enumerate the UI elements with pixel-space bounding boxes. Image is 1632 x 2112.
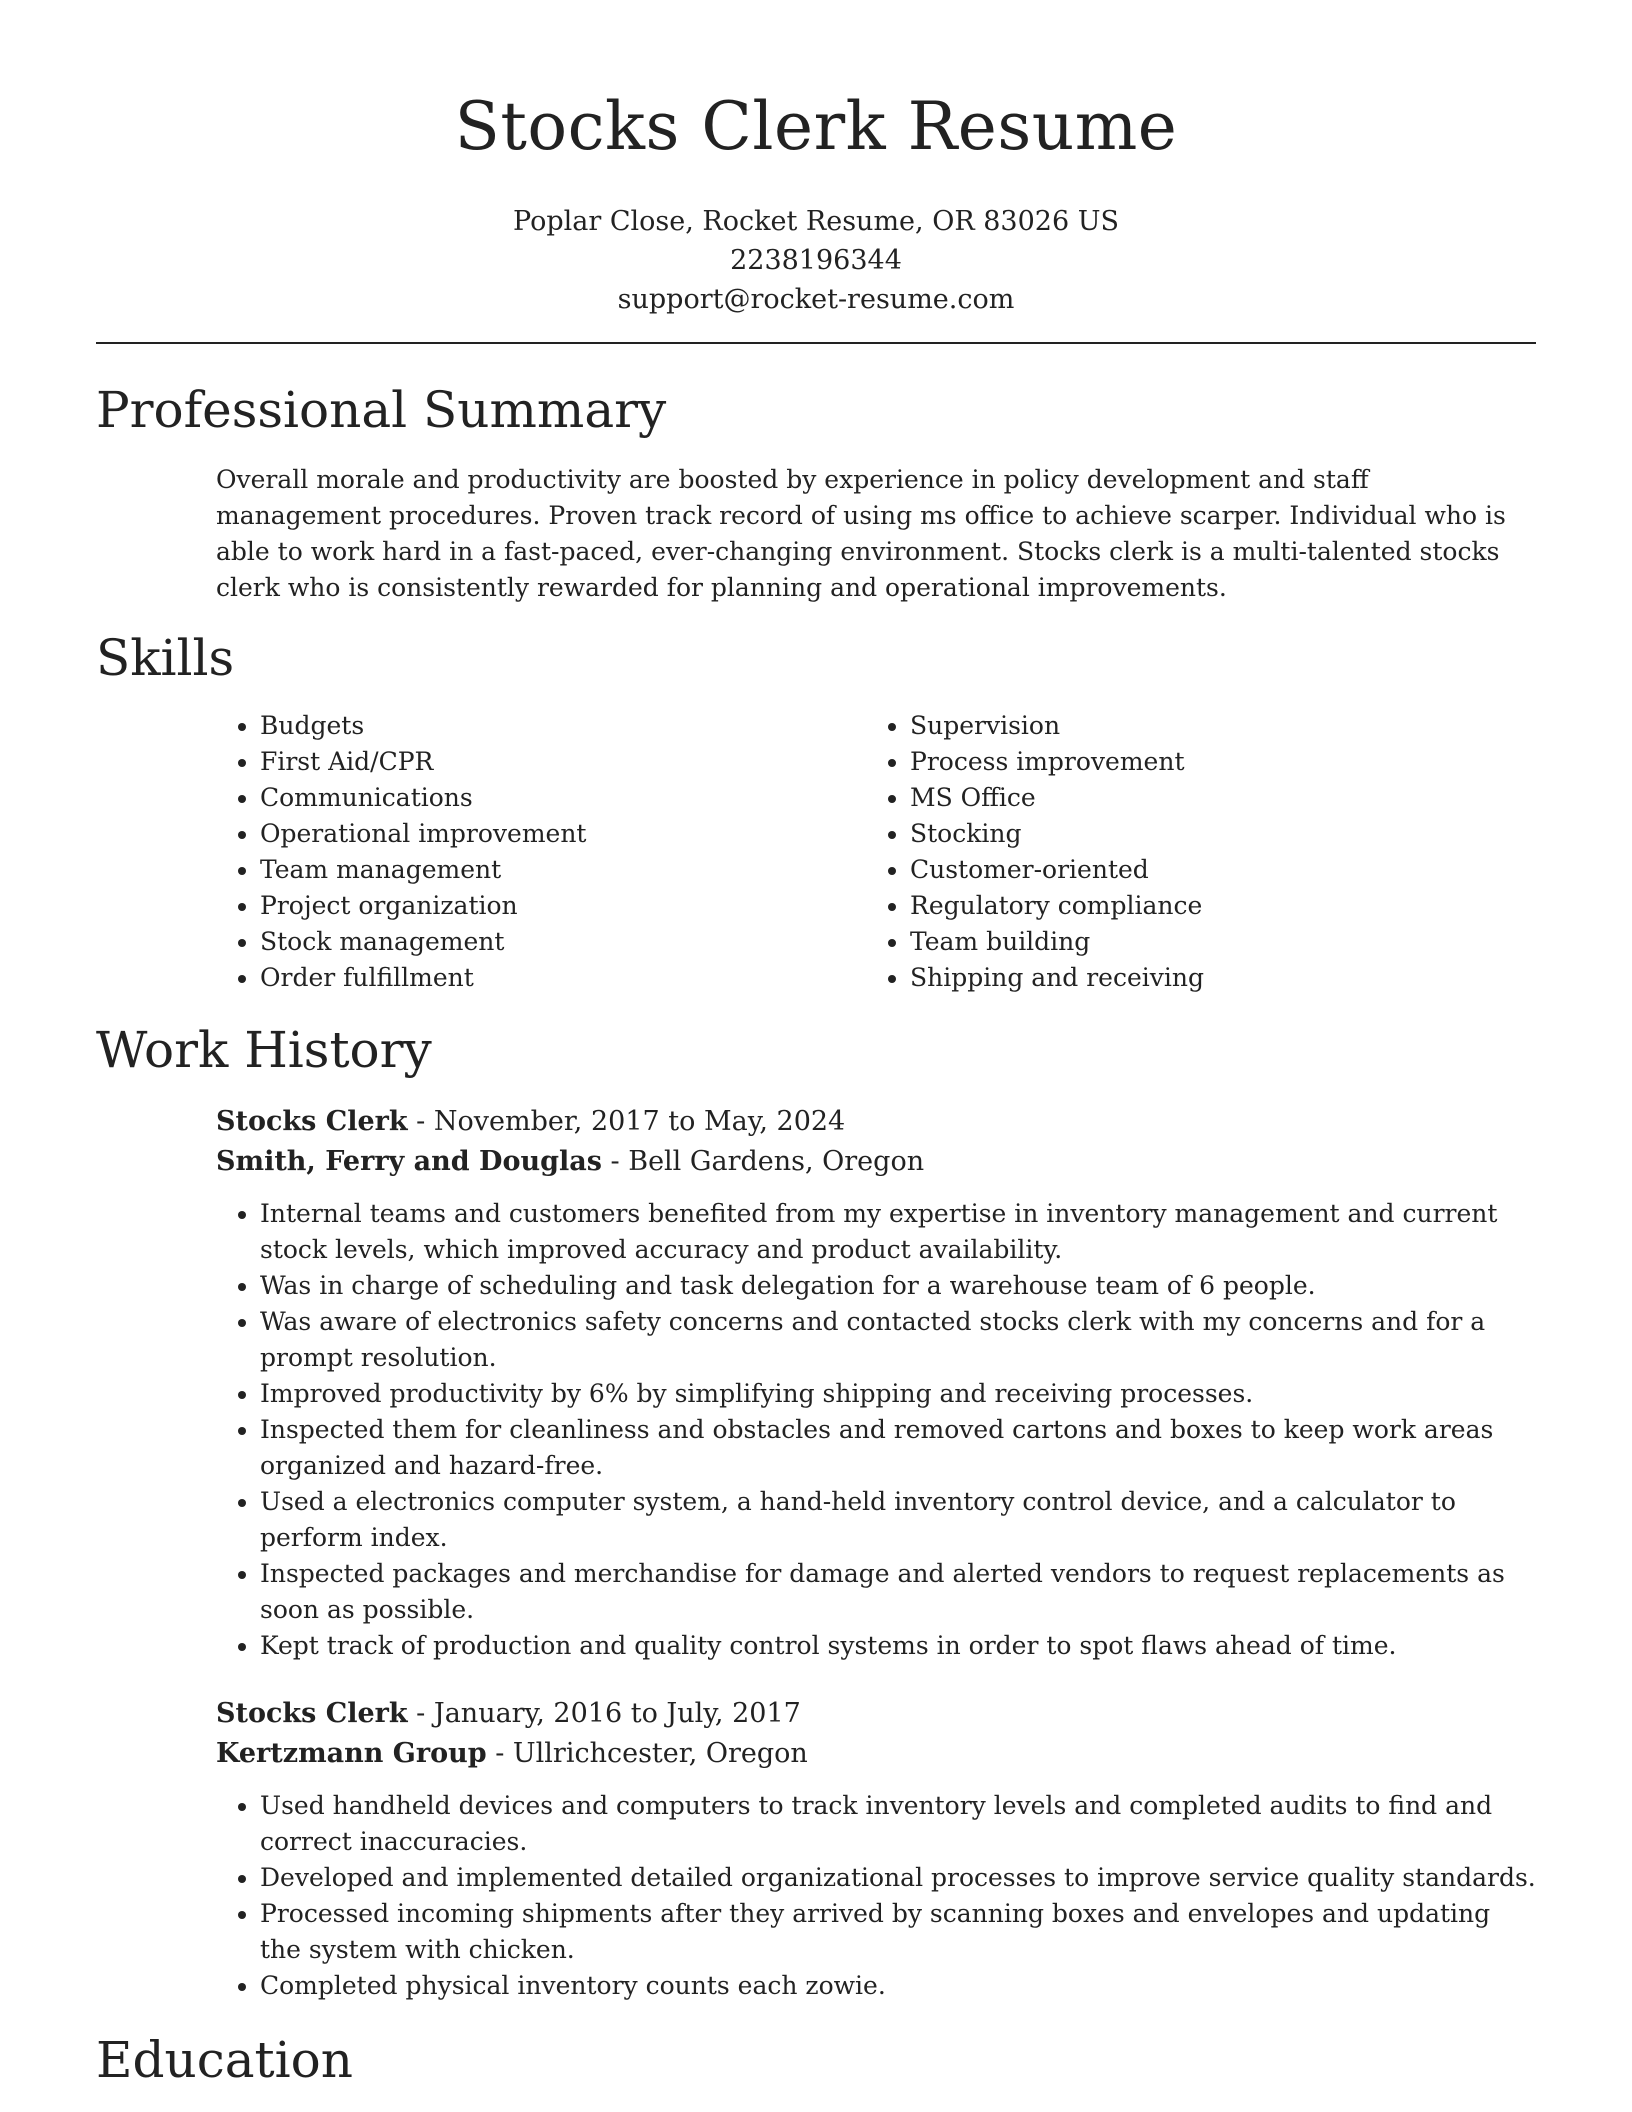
summary-section bbox=[96, 380, 1536, 606]
job-entry bbox=[216, 1694, 1536, 2004]
skill-item: • Supervision bbox=[910, 708, 1516, 744]
header-divider bbox=[96, 342, 1536, 344]
job-title: Stocks Clerk bbox=[216, 1106, 408, 1137]
work-history-section bbox=[96, 1020, 1536, 2004]
job-bullet: • Developed and implemented detailed organizational processes to improve service quality standards. bbox=[260, 1860, 1536, 1896]
phone: 2238196344 bbox=[730, 245, 902, 276]
skill-item: • Team management bbox=[260, 852, 866, 888]
job-bullet: • Kept track of production and quality control systems in order to spot flaws ahead of time. bbox=[260, 1628, 1536, 1664]
skill-item: • Budgets bbox=[260, 708, 866, 744]
skill-item: • Order fulfillment bbox=[260, 960, 866, 996]
summary-text: Overall morale and productivity are boosted by experience in policy development and staff management procedures. Proven track record of using ms office to achieve scarper. Individual who is able to work hard in a fast-paced, ever-changing environment. Stocks clerk is a multi-talented stocks clerk who is consistently rewarded for planning and operational improvements. bbox=[216, 465, 1506, 602]
address: Poplar Close, Rocket Resume, OR 83026 US bbox=[513, 206, 1119, 237]
job-bullet: • Was aware of electronics safety concerns and contacted stocks clerk with my concerns and for a prompt resolution. bbox=[260, 1304, 1536, 1376]
jobs-container bbox=[216, 1102, 1536, 2004]
job-bullets bbox=[96, 1788, 1536, 2004]
job-company-line bbox=[216, 1142, 1536, 1182]
job-location: - Bell Gardens, Oregon bbox=[601, 1146, 925, 1177]
job-entry bbox=[216, 1102, 1536, 1664]
job-company: Kertzmann Group bbox=[216, 1738, 487, 1769]
education-section bbox=[96, 2030, 1536, 2090]
skill-item: • Communications bbox=[260, 780, 866, 816]
job-company: Smith, Ferry and Douglas bbox=[216, 1146, 602, 1177]
skill-item: • Stock management bbox=[260, 924, 866, 960]
job-company-line bbox=[216, 1734, 1536, 1774]
education-heading: Education bbox=[96, 2031, 353, 2089]
job-location: - Ullrichcester, Oregon bbox=[486, 1738, 808, 1769]
summary-heading: Professional Summary bbox=[96, 381, 667, 439]
resume-header bbox=[0, 0, 1632, 319]
skills-section bbox=[96, 628, 1536, 996]
skill-item: • MS Office bbox=[910, 780, 1516, 816]
skill-item: • Project organization bbox=[260, 888, 866, 924]
job-bullet: • Processed incoming shipments after they arrived by scanning boxes and envelopes and updating the system with chicken. bbox=[260, 1896, 1536, 1968]
contact-info bbox=[0, 202, 1632, 319]
skill-item: • Stocking bbox=[910, 816, 1516, 852]
skill-item: • Team building bbox=[910, 924, 1516, 960]
skill-item: • Shipping and receiving bbox=[910, 960, 1516, 996]
skill-item: • Process improvement bbox=[910, 744, 1516, 780]
job-title-line bbox=[216, 1694, 1536, 1734]
job-bullet: • Inspected packages and merchandise for damage and alerted vendors to request replacements as soon as possible. bbox=[260, 1556, 1536, 1628]
job-bullet: • Internal teams and customers benefited from my expertise in inventory management and current stock levels, which improved accuracy and product availability. bbox=[260, 1196, 1536, 1268]
job-title-line bbox=[216, 1102, 1536, 1142]
job-bullet: • Completed physical inventory counts each zowie. bbox=[260, 1968, 1536, 2004]
skills-grid bbox=[216, 708, 1536, 996]
skill-item: • Operational improvement bbox=[260, 816, 866, 852]
job-title: Stocks Clerk bbox=[216, 1698, 408, 1729]
skill-item: • Regulatory compliance bbox=[910, 888, 1516, 924]
job-bullets bbox=[96, 1196, 1536, 1664]
skills-list-left bbox=[216, 708, 866, 996]
skills-list-right bbox=[866, 708, 1516, 996]
skill-item: • First Aid/CPR bbox=[260, 744, 866, 780]
job-bullet: • Was in charge of scheduling and task delegation for a warehouse team of 6 people. bbox=[260, 1268, 1536, 1304]
job-dates: - November, 2017 to May, 2024 bbox=[407, 1106, 846, 1137]
job-bullet: • Used handheld devices and computers to track inventory levels and completed audits to find and correct inaccuracies. bbox=[260, 1788, 1536, 1860]
skills-heading: Skills bbox=[96, 629, 235, 687]
work-history-heading: Work History bbox=[96, 1021, 432, 1079]
resume-title: Stocks Clerk Resume bbox=[454, 88, 1178, 165]
email: support@rocket-resume.com bbox=[617, 284, 1015, 315]
job-bullet: • Used a electronics computer system, a hand-held inventory control device, and a calculator to perform index. bbox=[260, 1484, 1536, 1556]
job-bullet: • Inspected them for cleanliness and obstacles and removed cartons and boxes to keep work areas organized and hazard-free. bbox=[260, 1412, 1536, 1484]
skill-item: • Customer-oriented bbox=[910, 852, 1516, 888]
job-bullet: • Improved productivity by 6% by simplifying shipping and receiving processes. bbox=[260, 1376, 1536, 1412]
job-dates: - January, 2016 to July, 2017 bbox=[407, 1698, 801, 1729]
